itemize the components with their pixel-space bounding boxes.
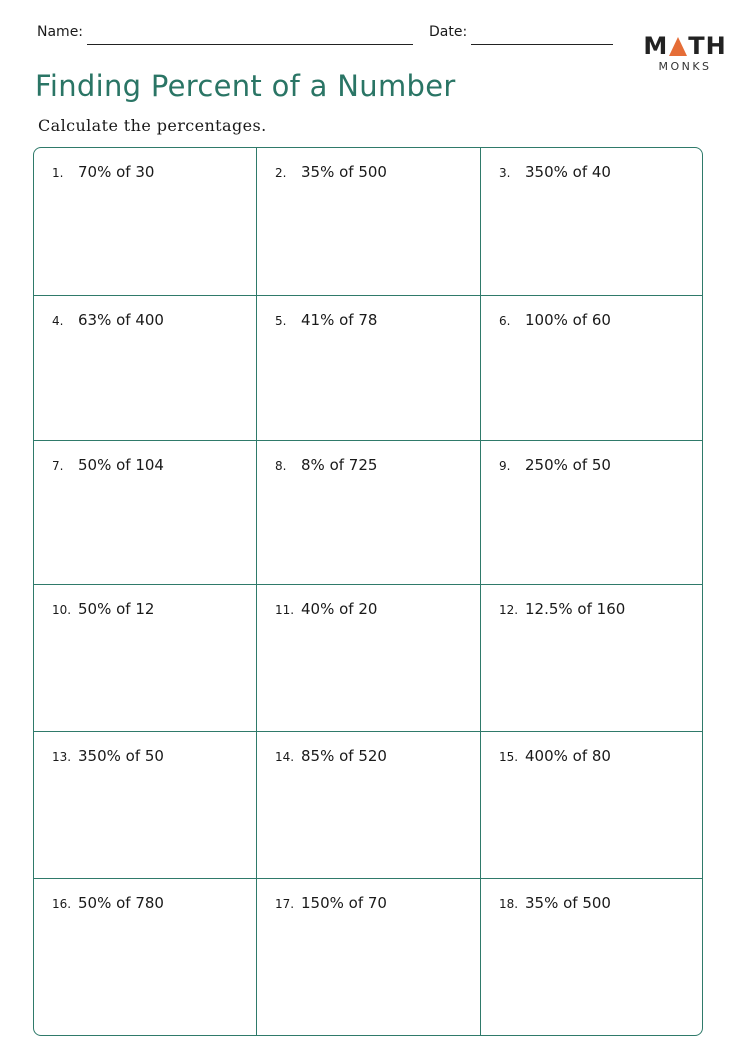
problem-number: 15. bbox=[499, 750, 519, 764]
problem-number: 5. bbox=[275, 314, 287, 328]
problem-number: 10. bbox=[52, 603, 72, 617]
problem-number: 14. bbox=[275, 750, 295, 764]
problem-text: 350% of 40 bbox=[525, 163, 611, 181]
problem-number: 2. bbox=[275, 166, 287, 180]
worksheet-title: Finding Percent of a Number bbox=[35, 69, 456, 103]
instruction-text: Calculate the percentages. bbox=[38, 116, 267, 135]
math-monks-logo bbox=[640, 33, 730, 73]
problem-number: 11. bbox=[275, 603, 295, 617]
problem-cell[interactable] bbox=[481, 585, 702, 732]
date-field[interactable] bbox=[471, 44, 613, 45]
problem-text: 400% of 80 bbox=[525, 747, 611, 765]
problem-cell[interactable] bbox=[257, 732, 481, 879]
problem-cell[interactable] bbox=[34, 585, 257, 732]
problem-number: 3. bbox=[499, 166, 511, 180]
problem-number: 4. bbox=[52, 314, 64, 328]
logo-letters-th: TH bbox=[688, 32, 727, 60]
logo-wordmark bbox=[640, 33, 730, 59]
problem-cell[interactable] bbox=[34, 296, 257, 441]
logo-letter-m: M bbox=[643, 32, 669, 60]
problem-cell[interactable] bbox=[257, 148, 481, 296]
problem-cell[interactable] bbox=[34, 148, 257, 296]
problem-number: 8. bbox=[275, 459, 287, 473]
problem-text: 40% of 20 bbox=[301, 600, 378, 618]
date-label: Date: bbox=[429, 24, 468, 40]
problem-cell[interactable] bbox=[481, 441, 702, 585]
problem-grid bbox=[33, 147, 703, 1036]
problem-text: 150% of 70 bbox=[301, 894, 387, 912]
logo-subtitle: MONKS bbox=[658, 60, 712, 73]
problem-cell[interactable] bbox=[257, 441, 481, 585]
problem-cell[interactable] bbox=[34, 441, 257, 585]
problem-text: 12.5% of 160 bbox=[525, 600, 626, 618]
problem-text: 8% of 725 bbox=[301, 456, 378, 474]
problem-cell[interactable] bbox=[481, 148, 702, 296]
problem-text: 100% of 60 bbox=[525, 311, 611, 329]
problem-text: 50% of 780 bbox=[78, 894, 164, 912]
problem-cell[interactable] bbox=[34, 732, 257, 879]
problem-cell[interactable] bbox=[257, 879, 481, 1035]
name-field[interactable] bbox=[87, 44, 413, 45]
problem-text: 35% of 500 bbox=[301, 163, 387, 181]
problem-number: 18. bbox=[499, 897, 519, 911]
problem-number: 9. bbox=[499, 459, 511, 473]
problem-text: 41% of 78 bbox=[301, 311, 378, 329]
problem-number: 7. bbox=[52, 459, 64, 473]
name-label: Name: bbox=[37, 24, 84, 40]
problem-cell[interactable] bbox=[481, 879, 702, 1035]
problem-number: 6. bbox=[499, 314, 511, 328]
problem-number: 13. bbox=[52, 750, 72, 764]
problem-cell[interactable] bbox=[481, 732, 702, 879]
problem-number: 17. bbox=[275, 897, 295, 911]
problem-number: 1. bbox=[52, 166, 64, 180]
problem-cell[interactable] bbox=[481, 296, 702, 441]
problem-text: 70% of 30 bbox=[78, 163, 155, 181]
problem-cell[interactable] bbox=[34, 879, 257, 1035]
problem-number: 16. bbox=[52, 897, 72, 911]
problem-cell[interactable] bbox=[257, 296, 481, 441]
problem-text: 85% of 520 bbox=[301, 747, 387, 765]
problem-cell[interactable] bbox=[257, 585, 481, 732]
problem-text: 50% of 12 bbox=[78, 600, 155, 618]
problem-text: 250% of 50 bbox=[525, 456, 611, 474]
problem-text: 350% of 50 bbox=[78, 747, 164, 765]
triangle-icon bbox=[669, 37, 687, 56]
problem-number: 12. bbox=[499, 603, 519, 617]
problem-text: 35% of 500 bbox=[525, 894, 611, 912]
problem-text: 63% of 400 bbox=[78, 311, 164, 329]
problem-text: 50% of 104 bbox=[78, 456, 164, 474]
